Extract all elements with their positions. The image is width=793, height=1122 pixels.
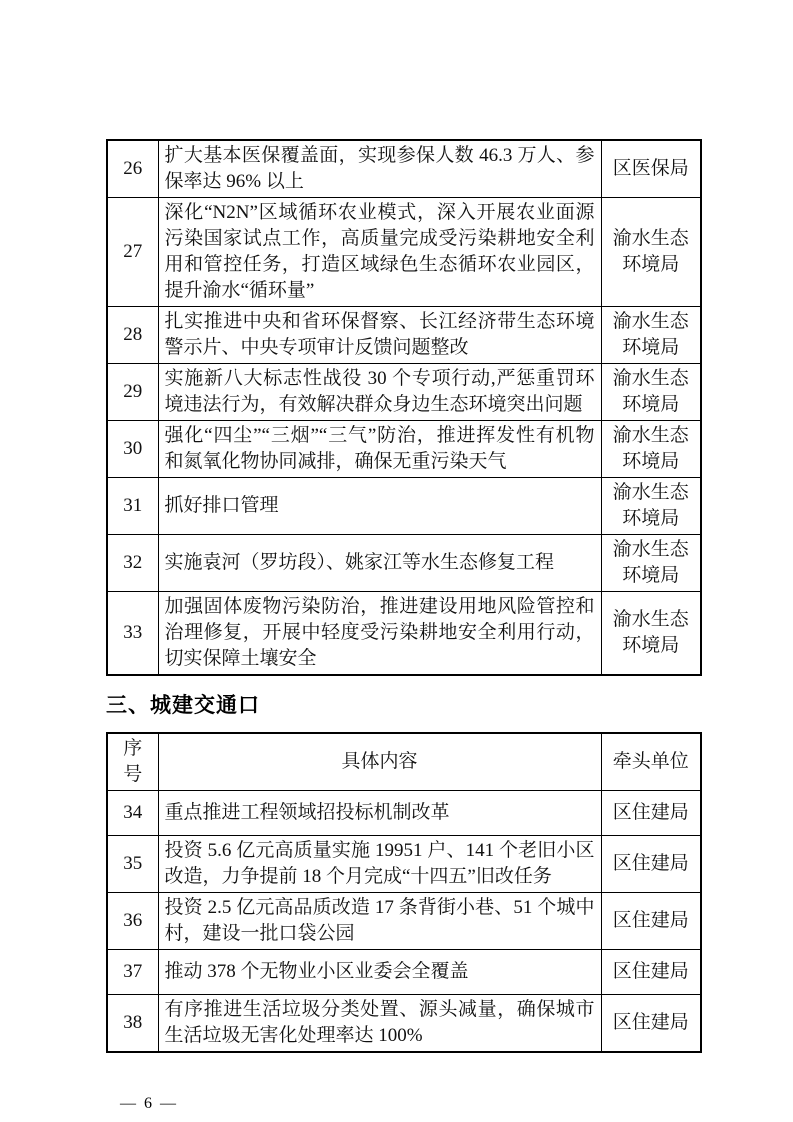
task-content: 加强固体废物污染防治，推进建设用地风险管控和治理修复，开展中轻度受污染耕地安全利用行动，切实保障土壤安全: [158, 592, 601, 676]
construction-tasks-table: [106, 732, 702, 1053]
table-row: [107, 421, 701, 478]
table-row: [107, 198, 701, 307]
header-lead-unit: 牵头单位: [601, 733, 701, 791]
task-content: 强化“四尘”“三烟”“三气”防治，推进挥发性有机物和氮氧化物协同减排，确保无重污染天气: [158, 421, 601, 478]
task-content: 有序推进生活垃圾分类处置、源头减量，确保城市生活垃圾无害化处理率达 100%: [158, 995, 601, 1053]
table-row: [107, 535, 701, 592]
lead-unit: 渝水生态环境局: [601, 198, 701, 307]
lead-unit: 渝水生态环境局: [601, 421, 701, 478]
environment-tasks-table: [106, 139, 702, 676]
lead-unit: 渝水生态环境局: [601, 364, 701, 421]
task-content: 实施袁河（罗坊段）、姚家江等水生态修复工程: [158, 535, 601, 592]
row-number: 27: [107, 198, 158, 307]
table-row: [107, 307, 701, 364]
task-content: 投资 2.5 亿元高品质改造 17 条背街小巷、51 个城中村，建设一批口袋公园: [158, 893, 601, 950]
lead-unit: 渝水生态环境局: [601, 592, 701, 676]
table-row: [107, 592, 701, 676]
task-content: 抓好排口管理: [158, 478, 601, 535]
task-content: 扎实推进中央和省环保督察、长江经济带生态环境警示片、中央专项审计反馈问题整改: [158, 307, 601, 364]
header-row-number: 序号: [107, 733, 158, 791]
lead-unit: 渝水生态环境局: [601, 307, 701, 364]
lead-unit: 区住建局: [601, 995, 701, 1053]
lead-unit: 渝水生态环境局: [601, 478, 701, 535]
row-number: 35: [107, 836, 158, 893]
row-number: 28: [107, 307, 158, 364]
row-number: 29: [107, 364, 158, 421]
header-task-content: 具体内容: [158, 733, 601, 791]
table-row: [107, 478, 701, 535]
row-number: 38: [107, 995, 158, 1053]
table-row: [107, 893, 701, 950]
task-content: 扩大基本医保覆盖面，实现参保人数 46.3 万人、参保率达 96% 以上: [158, 140, 601, 198]
row-number: 32: [107, 535, 158, 592]
page-content: [106, 139, 700, 1113]
lead-unit: 区医保局: [601, 140, 701, 198]
row-number: 26: [107, 140, 158, 198]
table-row: [107, 836, 701, 893]
table-row: [107, 791, 701, 836]
table-row: [107, 140, 701, 198]
lead-unit: 区住建局: [601, 950, 701, 995]
table-row: [107, 364, 701, 421]
row-number: 33: [107, 592, 158, 676]
table-header-row: [107, 733, 701, 791]
task-content: 实施新八大标志性战役 30 个专项行动,严惩重罚环境违法行为，有效解决群众身边生态环境突出问题: [158, 364, 601, 421]
task-content: 重点推进工程领域招投标机制改革: [158, 791, 601, 836]
task-content: 深化“N2N”区域循环农业模式，深入开展农业面源污染国家试点工作，高质量完成受污染耕地安全利用和管控任务，打造区域绿色生态循环农业园区，提升渝水“循环量”: [158, 198, 601, 307]
row-number: 37: [107, 950, 158, 995]
table-row: [107, 950, 701, 995]
lead-unit: 渝水生态环境局: [601, 535, 701, 592]
row-number: 31: [107, 478, 158, 535]
task-content: 推动 378 个无物业小区业委会全覆盖: [158, 950, 601, 995]
section-heading: 三、城建交通口: [106, 693, 260, 717]
row-number: 34: [107, 791, 158, 836]
lead-unit: 区住建局: [601, 893, 701, 950]
page-number: — 6 —: [120, 1095, 178, 1112]
row-number: 36: [107, 893, 158, 950]
lead-unit: 区住建局: [601, 836, 701, 893]
table-row: [107, 995, 701, 1053]
lead-unit: 区住建局: [601, 791, 701, 836]
row-number: 30: [107, 421, 158, 478]
task-content: 投资 5.6 亿元高质量实施 19951 户、141 个老旧小区改造，力争提前 18 个月完成“十四五”旧改任务: [158, 836, 601, 893]
